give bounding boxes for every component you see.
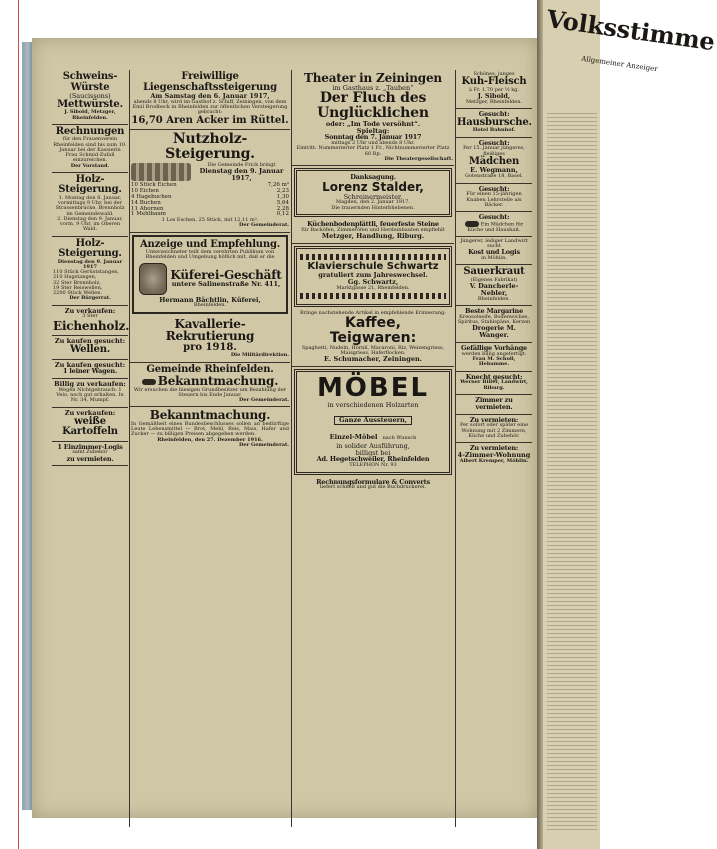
ad-headline: Mädchen	[468, 155, 520, 167]
ad-kuhfleisch	[456, 70, 532, 109]
ad-hausbursche	[456, 109, 532, 138]
ad-nutzholz-steigerung	[130, 130, 290, 232]
ad-headline: Hausbursche.	[457, 116, 532, 128]
ad-kuechenbodenplaettli	[292, 219, 454, 244]
ad-title: Klavierschule Schwartz	[307, 260, 439, 272]
item-name: 4 Hagebuchen	[131, 193, 172, 200]
ad-bekanntmachung	[130, 407, 290, 451]
ad-holz-steigerung-2	[52, 237, 128, 306]
ad-town: Rheinfelden.	[477, 295, 511, 302]
binding-spine	[22, 42, 32, 810]
ad-rechnungen	[52, 125, 128, 173]
barrel-illustration	[139, 263, 167, 295]
item-volume: 7,26 m³	[267, 182, 289, 189]
ad-signature: E. Wegmann,	[470, 166, 518, 175]
ad-signature: Drogerie M. Wanger.	[472, 324, 516, 340]
ad-subtitle: gratuliert zum Jahreswechsel.	[318, 271, 428, 280]
ad-title: 1 Einzimmer-Logis	[57, 442, 123, 451]
ad-maedchen	[456, 138, 532, 184]
ad-kueferei	[132, 235, 288, 314]
ad-date: Sonntag den 7. Januar 1917	[324, 133, 422, 142]
ad-headline: MÖBEL	[316, 373, 430, 404]
ad-liegenschaftssteigerung	[130, 70, 290, 130]
ad-title: Zu vermieten:	[469, 415, 519, 424]
ad-body: für Backöfen, Zimmeröfen und Herdeinbauten empfiehlt	[301, 226, 445, 233]
ad-title: Schweins-Würste	[62, 71, 118, 93]
ad-line: Einzel-Möbel	[329, 433, 378, 442]
facing-page-subtitle: Allgemeiner Anzeiger	[580, 54, 659, 74]
ad-title: Billig zu verkaufen:	[54, 380, 126, 389]
ad-subtitle: Bekanntmachung.	[131, 375, 289, 388]
timber-illustration	[131, 163, 191, 181]
ad-time: mittags 2 Uhr und abends 8 Uhr.	[331, 140, 415, 147]
ad-title: Zu kaufen gesucht:	[54, 360, 126, 369]
ad-name: Lorenz Stalder,	[322, 180, 424, 195]
item-name: 14 Buchen	[131, 199, 161, 206]
ad-signature: Die Militärdirektion.	[230, 352, 289, 359]
ad-headline: weiße Kartoffeln	[62, 415, 118, 438]
ad-wellen	[52, 336, 128, 359]
item-volume: 1,30	[276, 193, 289, 200]
ad-title: Gesucht:	[478, 184, 510, 193]
ad-title: Holz-Steigerung.	[58, 173, 122, 196]
ad-title: Holz-Steigerung.	[58, 237, 122, 260]
column-2	[130, 70, 290, 829]
item-name: 1 Mehlbaum	[131, 211, 166, 218]
ad-signature: Der Bürgerrat.	[69, 295, 111, 302]
ad-headline: Der Fluch des Unglücklichen	[317, 90, 429, 122]
ad-subtitle: in verschiedenen Holzarten	[327, 401, 419, 410]
ad-body: Spaghetti, Nudeln, Hörnli, Macaroni, Riz, Weizengriess, Maisgriess, Haferflocken.	[301, 344, 445, 357]
ad-gemeinde-rheinfelden	[130, 363, 290, 408]
ad-title: Kavallerie-Rekrutierung	[165, 316, 255, 344]
ad-phone: TELEPHON Nr. 93	[349, 462, 397, 469]
ad-gesucht-maedchen	[456, 212, 532, 237]
ad-body: 1. Montag den 8. Januar, vormittags 9 Uhr, bei der Strassenbrücke, Brennholz im Gemeindewald.	[55, 194, 125, 217]
ad-kartoffeln	[52, 408, 128, 442]
ad-title: Gefällige Vorhänge	[461, 344, 527, 352]
list-item: 2200 Stück Wellen.	[53, 290, 103, 297]
ad-wagen	[52, 360, 128, 380]
ad-signature: Der Vorstand.	[70, 162, 110, 169]
ad-line: nach Wunsch	[382, 435, 417, 442]
ad-note: 1 Los Eschen, 25 Stück, mit 12,11 m³.	[161, 217, 259, 224]
ad-body: abends 8 Uhr, wird im Gasthof z. Schiff, Zeiningen, von dem Emil Brodbeck in Rheinfelden zur öffentlichen Versteigerung gebracht:	[132, 98, 288, 116]
ad-title: Zu vermieten:	[469, 444, 519, 453]
ad-date: Rheinfelden, den 27. Dezember 1916.	[157, 436, 263, 443]
ad-town: Metzger, Rheinfelden.	[465, 98, 523, 105]
ad-logis	[52, 442, 128, 467]
ornament-border	[300, 293, 446, 299]
column-1	[52, 70, 128, 829]
ad-body: Wegen Nichtgebrauch: 1 Velo, noch gut erhalten. In Nr. 34, Mumpf.	[56, 386, 124, 404]
ad-subtitle: in Möhlin.	[481, 255, 507, 262]
ad-zimmer	[456, 395, 532, 415]
ad-body: liefert schnell und gut die Buchdruckerei.	[319, 484, 427, 491]
ad-4-zimmer	[456, 443, 532, 467]
ad-sauerkraut	[456, 265, 532, 306]
ad-headline: Kaffee,	[345, 315, 401, 332]
ad-town: Rheinfelden.	[193, 302, 227, 309]
ad-title: Küchenbodenplättli, feuerfeste Steine	[307, 219, 439, 228]
ad-town: Marktgasse 21, Rheinfelden.	[336, 284, 410, 291]
ad-signature: J. Sibold, Metzger, Rheinfelden.	[64, 109, 116, 121]
ad-vorhaenge	[456, 343, 532, 372]
ad-title: Theater in Zeiningen	[304, 71, 442, 85]
ad-title: Rechnungen	[55, 125, 125, 137]
ad-drogerie	[456, 306, 532, 343]
facing-page	[537, 0, 717, 849]
ad-body: In Gemäßheit eines Bundesbeschlusses sollen an bedürftige Leute Lebensmittel — Brot, Mehl, Reis, Mais, Hafer und Zucker — zu billigen Preisen abgegeben werden.	[131, 420, 289, 438]
ad-title: Nutzholz-Steigerung.	[165, 131, 255, 162]
ad-intro: Schönes, junges	[473, 71, 515, 77]
list-item: 19 Ster Reiswellen,	[53, 284, 103, 291]
ad-holz-steigerung-1	[52, 173, 128, 237]
pointing-hand-icon	[142, 379, 156, 385]
column-3	[292, 70, 454, 829]
ad-moebel	[294, 369, 452, 474]
item-volume: 5,64	[276, 199, 289, 206]
item-name: 10 Stück Eichen	[131, 182, 177, 189]
ad-eichenholz	[52, 306, 128, 337]
ad-signature: Hotel Bahnhof.	[472, 127, 516, 134]
ad-subtitle: samt Zubehör	[72, 449, 108, 456]
ad-danksagung	[294, 168, 452, 217]
ad-subtitle: oder: „Im Tode versöhnt“.	[325, 119, 421, 128]
ad-title: Gemeinde Rheinfelden.	[146, 363, 274, 375]
red-margin-line	[18, 0, 19, 849]
ad-lehrstelle	[456, 184, 532, 213]
ad-signature: Werner Biller, Landwirt, Riburg.	[460, 379, 528, 391]
item-volume: 2,23	[276, 188, 289, 195]
ad-price: Eintritt: Nummerierter Platz 1 Fr., Nichtnummerierter Platz 60 Rp.	[296, 145, 450, 157]
ad-headline: Kost und Logis	[468, 248, 520, 257]
ad-headline: 16,70 Aren Acker im Rüttel.	[131, 114, 289, 126]
ad-subtitle: (Saucissons)	[69, 92, 111, 100]
ad-subtitle: pro 1918.	[183, 341, 237, 353]
ad-signature: Der Gemeinderat.	[239, 441, 289, 448]
ad-theater	[292, 70, 454, 166]
ad-price: à Fr. 1.70 per ½ kg.	[468, 86, 520, 93]
ad-signature: V. Dancherle-Nebler,	[469, 282, 519, 297]
ad-item-list	[53, 270, 127, 296]
ad-signature: Die Theatergesellschaft.	[384, 155, 453, 162]
ad-headline: Mettwürste.	[57, 98, 123, 110]
ad-subtitle: Schreinermeister.	[343, 192, 403, 201]
ad-subtitle: (Eigenes Fabrikat)	[470, 276, 518, 283]
ad-signature: Die trauernden Hinterbliebenen.	[331, 204, 415, 211]
ad-date: Dienstag den 9. Januar 1917,	[199, 167, 284, 183]
ad-kavallerie	[130, 316, 290, 363]
ad-subtitle: Die Gemeinde Frick bringt	[207, 162, 276, 168]
ad-title: Zu verkaufen:	[64, 408, 116, 417]
ad-town: Gotenstraße 18, Basel.	[465, 173, 523, 180]
ad-note: 2. Dienstag den 9. Januar, vorm. 9 Uhr, im Oberen Wald.	[57, 215, 123, 233]
ad-schweinswuerste	[52, 70, 128, 125]
ad-kost-logis	[456, 237, 532, 266]
ad-velo	[52, 379, 128, 408]
ad-headline: Teigwaren:	[329, 330, 417, 347]
ad-intro: Jüngerer, lediger Landwirt sucht	[460, 237, 528, 250]
ad-signature: J. Sibold,	[477, 92, 511, 100]
ad-headline: 1 leiner Wagen.	[62, 367, 118, 376]
ad-signature: Ad. Hegetschweiler, Rheinfelden	[316, 455, 430, 464]
ad-line: in solider Ausführung,	[336, 441, 410, 450]
ad-headline: Sauerkraut	[463, 266, 525, 278]
ad-label: Spieltag:	[356, 126, 390, 135]
ad-date: Dienstag den 9. Januar 1917	[57, 258, 123, 270]
ad-signature: Metzger, Handlung, Riburg.	[321, 232, 425, 240]
ad-headline: Wellen.	[69, 344, 111, 356]
ad-title: Zu kaufen gesucht:	[54, 337, 126, 346]
ad-body: Unterzeichneter teilt dem verehrten Publikum von Rheinfelden und Umgebung höflich mit, daß er die	[145, 249, 275, 261]
ad-rechnungsformulare	[292, 477, 454, 494]
ornament-border	[300, 254, 446, 260]
ad-body: Kreosotseife, Bodenwichse, Spiritus, Stahlspäne, Kerzen	[457, 313, 531, 326]
ad-headline: Küferei-Geschäft	[170, 267, 282, 282]
ad-signature: Frau M. Scholl, Hebamme.	[472, 356, 516, 368]
ad-date: Am Samstag den 6. Januar 1917,	[150, 92, 270, 100]
list-item: 210 Hagstangen,	[53, 274, 97, 281]
ad-title: Gesucht:	[478, 110, 510, 119]
list-item: 110 Stück Gerüststangen,	[53, 269, 120, 276]
ad-knecht	[456, 372, 532, 395]
ad-title: Rechnungsformulare & Converts	[316, 477, 430, 486]
ad-klavierschule	[294, 246, 452, 307]
ad-signature: Der Gemeinderat.	[239, 222, 289, 229]
ad-body: 3 Ster	[82, 313, 98, 320]
page-edge	[537, 0, 543, 849]
ad-body: Ein Mädchen für Küche und Haushalt.	[457, 221, 531, 233]
item-name: 10 Eichen	[131, 188, 159, 195]
ad-body: Per sofort oder später eine Wohnung mit 2 Zimmern, Küche und Zubehör.	[459, 422, 529, 439]
ad-body: Für einen 15-jährigen Knaben Lehrstelle als Bäcker.	[466, 191, 522, 208]
ad-line: Ganze Aussteuern,	[334, 416, 412, 425]
ad-body: Per 15. Januar jüngeres, fleißiges	[463, 145, 525, 157]
ad-title: Bekanntmachung.	[149, 408, 271, 423]
ad-line: billigst bei	[355, 448, 391, 457]
ad-title: Zimmer zu vermieten.	[475, 395, 513, 411]
column-4	[456, 70, 532, 829]
facing-page-text-lines	[547, 110, 597, 830]
ad-headline: Kuh-Fleisch	[461, 76, 527, 88]
ad-headline: zu vermieten.	[66, 454, 114, 463]
ad-headline: 4-Zimmer-Wohnung	[457, 450, 531, 459]
item-volume: 0,12	[276, 211, 289, 218]
item-volume: 2,28	[276, 205, 289, 212]
ad-title: Knecht gesucht:	[465, 372, 523, 381]
ad-venue: im Gasthaus z. „Tauben“	[332, 83, 414, 92]
ad-wohnung	[456, 415, 532, 444]
ad-body: Wir ersuchen die hiesigen Grundbesitzer um Bezahlung der Steuern bis Ende Januar.	[133, 386, 287, 398]
ad-signature: Gg. Schwartz,	[347, 278, 399, 287]
ad-signature: E. Schumacher, Zeiningen.	[324, 355, 422, 364]
ad-title: Freiwillige Liegenschaftssteigerung	[143, 71, 277, 93]
ad-title: Anzeige und Empfehlung.	[139, 238, 281, 250]
facing-page-masthead: Volksstimme	[544, 4, 717, 57]
timber-list	[131, 183, 289, 218]
ad-title: Beste Margarine	[464, 307, 524, 316]
ad-signature: Der Gemeinderat.	[239, 397, 289, 404]
ad-headline: Eichenholz.	[53, 318, 130, 333]
ad-kaffee-teigwaren	[292, 309, 454, 367]
ad-signature: Hermann Bächtlin, Küferei,	[159, 295, 261, 304]
ad-date: Magden, den 2. Januar 1917.	[336, 199, 410, 206]
ad-body: werden billig angefertigt.	[461, 350, 527, 357]
item-name: 11 Ahornen	[131, 205, 164, 212]
list-item: 32 Ster Brennholz,	[53, 279, 101, 286]
ad-address: untere Salinenstraße Nr. 411,	[171, 280, 281, 289]
ad-intro: Bringe nachstehende Artikel in empfehlende Erinnerung:	[300, 310, 446, 317]
ad-title: Gesucht:	[478, 213, 510, 222]
ad-signature: Albert Kremper, Möhlin.	[459, 457, 529, 464]
ad-title: Danksagung.	[350, 173, 396, 182]
ad-body: für den Frauenverein Rheinfelden sind bis zum 10. Januar bei der Kassierin Frau Schmid-Zufall einzureichen.	[53, 136, 127, 164]
ad-title: Zu verkaufen:	[64, 306, 116, 315]
ad-title: Gesucht:	[478, 138, 510, 147]
